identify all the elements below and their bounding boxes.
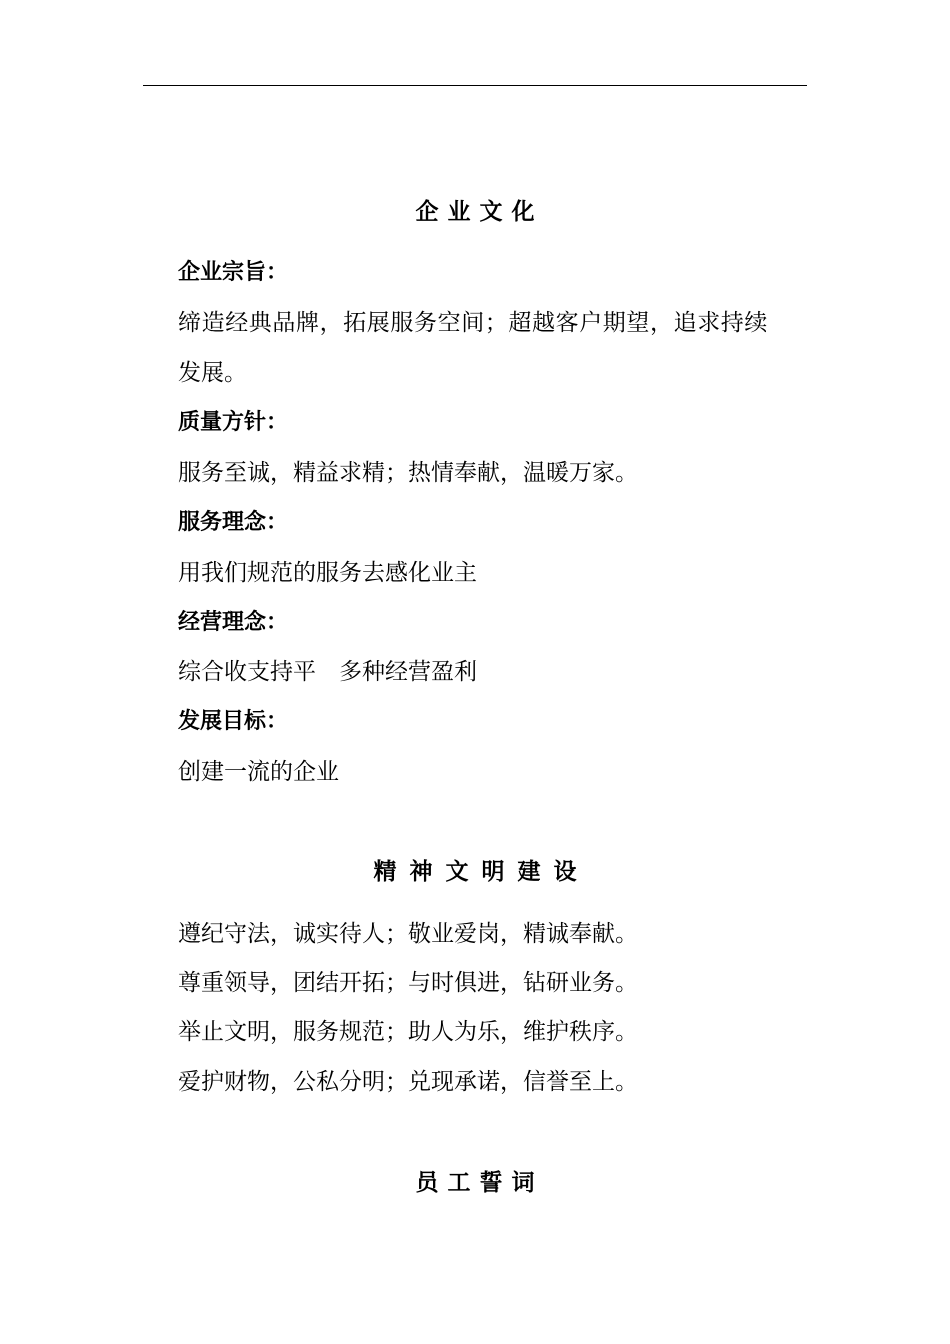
service-text: 用我们规范的服务去感化业主	[178, 560, 477, 586]
business-label: 经营理念：	[178, 610, 289, 635]
service-label: 服务理念：	[178, 510, 289, 535]
goal-label: 发展目标：	[178, 709, 289, 734]
purpose-label: 企业宗旨：	[178, 260, 289, 285]
civilization-line: 举止文明，服务规范；助人为乐，维护秩序。	[178, 1019, 638, 1045]
civilization-line: 爱护财物，公私分明；兑现承诺，信誉至上。	[178, 1069, 638, 1095]
purpose-text-line1: 缔造经典品牌，拓展服务空间；超越客户期望，追求持续	[178, 310, 768, 336]
purpose-text-line2: 发展。	[178, 360, 247, 386]
goal-text: 创建一流的企业	[178, 759, 339, 785]
civilization-line: 尊重领导，团结开拓；与时俱进，钻研业务。	[178, 970, 638, 996]
section-title-civilization: 精神文明建设	[373, 859, 590, 885]
business-text: 综合收支持平 多种经营盈利	[178, 659, 477, 685]
section-title-oath: 员工誓词	[415, 1170, 544, 1196]
quality-label: 质量方针：	[178, 410, 289, 435]
header-rule	[143, 85, 807, 86]
quality-text: 服务至诚，精益求精；热情奉献，温暖万家。	[178, 460, 638, 486]
section-title-culture: 企业文化	[415, 199, 544, 225]
civilization-line: 遵纪守法，诚实待人；敬业爱岗，精诚奉献。	[178, 921, 638, 947]
